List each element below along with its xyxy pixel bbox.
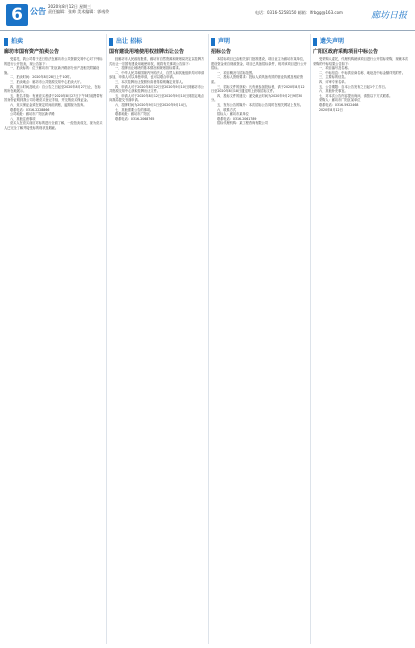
paragraph: 二、拍卖时间：2020年8月28日上午10时。 xyxy=(10,75,73,80)
paragraph: 竞买人在竞买前应对标的进行全面了解，一经拍卖成交，视为竞买人已完全了解并接受标的现状及瑕疵。 xyxy=(4,121,103,130)
paragraph: 六、其他补充事宜。 xyxy=(319,89,348,94)
issue-date: 2020年8月12日 星期三 xyxy=(48,4,92,9)
column-divider xyxy=(310,34,311,644)
header-contact: 电话：0316-5258150 邮箱：lfrbgg@163.com xyxy=(255,10,343,15)
article-body xyxy=(109,57,205,121)
column-2 xyxy=(109,36,205,121)
paragraph: 七、其他需要公告的事项。 xyxy=(115,107,154,112)
section-header xyxy=(211,38,307,46)
paragraph: 公司地址：廊坊市广阳区新华路 xyxy=(10,112,55,117)
paragraph: 六、挂牌时间为2020年9月1日至2020年9月14日。 xyxy=(115,102,190,107)
section-bar-icon xyxy=(109,38,113,46)
paragraph: 四、评审专家名单。 xyxy=(319,79,348,84)
paragraph: 一、拍卖标的：位于廊坊市广阳区新开路部分房产及相关附属设施。 xyxy=(4,66,100,75)
section-title: 拍卖 xyxy=(11,37,24,45)
paragraph: 一、项目编号及名称。 xyxy=(319,66,351,71)
paragraph: 联系地址：廊坊市广阳区 xyxy=(115,112,151,117)
paragraph: 二、中标信息：中标供应商名称、地址及中标金额详见附件。 xyxy=(319,70,406,75)
article-body xyxy=(313,57,411,112)
paragraph: 一、挂牌出让地块的基本情况和规划指标要求。 xyxy=(115,66,182,71)
column-4 xyxy=(313,36,411,112)
article-title: 广阳区政府采购项目中标公告 xyxy=(313,49,379,55)
paragraph: 联系电话：0316-2061789 xyxy=(217,116,257,121)
paragraph: 一、项目概况与招标范围。 xyxy=(217,70,256,75)
paragraph: 采购人：廊坊市广阳区某单位 xyxy=(319,98,361,103)
newspaper-brand: 廊坊日报 xyxy=(370,11,407,21)
paragraph: 三、主要标的信息。 xyxy=(319,75,348,80)
page-number-badge: 6 xyxy=(6,4,28,26)
paragraph: 联系电话：0316-5922468 xyxy=(319,102,359,107)
paragraph: 三、本次挂牌出让按照价高者得原则确定竞得人。 xyxy=(115,79,186,84)
paragraph: 联系电话：0316-2068765 xyxy=(115,116,155,121)
section-header xyxy=(313,38,411,46)
paragraph: 三、招标文件的获取：凡有意参加投标者，请于2020年8月12日至2020年8月18日通过网上获取招标文件。 xyxy=(211,84,305,94)
paragraph: 招标人：廊坊市某单位 xyxy=(217,112,249,117)
column-divider xyxy=(106,34,107,644)
paragraph: 五、公告期限：自本公告发布之日起1个工作日。 xyxy=(319,84,388,89)
column-1 xyxy=(4,36,103,131)
paragraph: 四、申请人可于2020年8月12日至2020年9月10日到廊坊市公共资源交易中心获取挂牌出让文件。 xyxy=(109,84,204,94)
paragraph: 四、投标文件的递交：递交截止时间为2020年9月2日9时30分。 xyxy=(211,93,303,103)
paragraph: 二、中华人民共和国境内外的法人、自然人和其他组织均可申请参加，申请人可以单独申请，也可以联合申请。 xyxy=(109,70,205,80)
article-body xyxy=(211,57,307,126)
paragraph: 联系电话：0316-2228866 xyxy=(10,107,50,112)
column-divider xyxy=(208,34,209,644)
column-3 xyxy=(211,36,307,126)
article-title: 招标公告 xyxy=(211,49,232,55)
paragraph: 四、展示时间及地点：自公告之日起至2020年8月27日止，在标的所在地展示。 xyxy=(4,84,101,94)
article-body xyxy=(4,57,103,131)
section-badge-label: 公告 xyxy=(30,7,46,16)
paragraph: 五、发布公告的媒介：本次招标公告同时在相关网站上发布。 xyxy=(217,102,304,107)
paragraph: 经廊坊市人民政府批准，廊坊市自然资源和规划局决定以挂牌方式出让一宗国有建设用地使用权，现将有关事项公告如下： xyxy=(109,57,205,66)
paragraph: 六、联系方式 xyxy=(217,107,237,112)
paragraph: 五、报名手续：有意竞买者请于2020年8月27日下午5时前携带有效身份证明到我公司办理竞买登记手续，并交纳竞买保证金。 xyxy=(4,93,103,103)
section-title: 声明 xyxy=(218,37,231,45)
section-header xyxy=(4,38,103,46)
section-bar-icon xyxy=(4,38,8,46)
paragraph: 六、竞买保证金须在规定时间前到账，逾期视为放弃。 xyxy=(10,102,87,107)
paragraph: 受委托，我公司将于近日依法在廊坊市公共资源交易中心对下列标的进行公开拍卖，现公告如下： xyxy=(4,57,103,66)
paragraph: 受采购人委托，代理机构就该项目进行公开招标采购，现就本次采购的中标结果公告如下： xyxy=(313,57,409,66)
page-header xyxy=(0,0,415,31)
issue-info xyxy=(48,4,109,14)
section-header xyxy=(109,38,205,46)
paragraph: 2020年8月12日 xyxy=(319,107,343,112)
paragraph: 三、拍卖地点：廊坊市公共资源交易中心拍卖大厅。 xyxy=(10,79,84,84)
section-title: 遗失声明 xyxy=(320,37,345,45)
paragraph: 八、其他注意事项 xyxy=(10,116,36,121)
paragraph: 本招标项目已由相关部门批准建设，项目业主为廊坊市某单位，建设资金来自财政资金，项目已具备招标条件，现对该项目进行公开招标。 xyxy=(211,57,307,71)
section-bar-icon xyxy=(211,38,215,46)
article-title: 廊坊市国有资产拍卖公告 xyxy=(4,49,60,55)
paragraph: 二、投标人资格要求：投标人须具备有效的营业执照及相应资质。 xyxy=(211,75,304,84)
issue-editors: 责任编辑：张帅 美术编辑：郭彧伶 xyxy=(48,9,110,14)
paragraph: 七、对本次公告内容提出询问，请按以下方式联系。 xyxy=(319,93,393,98)
section-bar-icon xyxy=(313,38,317,46)
paragraph: 五、申请人可于2020年8月12日至2020年9月10日到指定地点向我局提交书面申请。 xyxy=(109,93,204,103)
article-title: 国有建设用地使用权挂牌出让公告 xyxy=(109,49,185,55)
paragraph: 招标代理机构：某工程咨询有限公司 xyxy=(217,121,268,126)
section-title: 出让 招标 xyxy=(116,37,143,45)
